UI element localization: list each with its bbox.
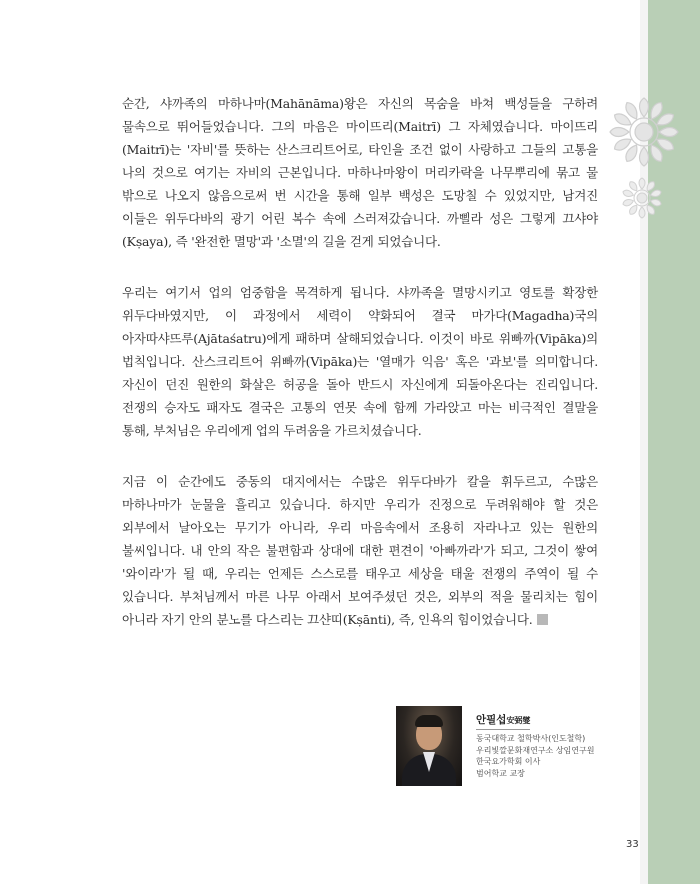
paragraph — [122, 470, 598, 631]
page-number: 33 — [626, 839, 639, 850]
author-info — [476, 708, 616, 779]
author-credential: 동국대학교 철학박사(인도철학) — [476, 734, 586, 743]
lotus-ornament-small-icon — [620, 176, 664, 220]
paragraph: 순간, 샤까족의 마하나마(Mahānāma)왕은 자신의 목숨을 바쳐 백성들을 구하려 물속으로 뛰어들었습니다. 그의 마음은 마이뜨리(Maitrī) 그 자체였습니다. 마이뜨리(Maitrī)는 '자비'를 뜻하는 산스크리트어로, 타인을 조건 없이 사랑하고 그들의 고통을 나의 것으로 여기는 자비의 근본입니다. 마하나마왕이 머리카락을 나무뿌리에 묶고 물 밖으로 나오지 않음으로써 번 시간을 통해 일부 백성은 도망칠 수 있었지만, 남겨진 이들은 위두다바의 광기 어린 복수 속에 스러져갔습니다. 까삘라 성은 그렇게 끄샤야(Kṣaya), 즉 '완전한 멸망'과 '소멸'의 길을 걷게 되었습니다. — [122, 96, 598, 249]
author-photo — [396, 706, 462, 786]
paragraph-text: 지금 이 순간에도 중동의 대지에서는 수많은 위두다바가 칼을 휘두르고, 수많은 마하나마가 눈물을 흘리고 있습니다. 하지만 우리가 진정으로 두려워해야 할 것은 외부에서 날아오는 무기가 아니라, 우리 마음속에서 조용히 자라나고 있는 원한의 불씨입니다. 내 안의 작은 불편함과 상대에 대한 편견이 '아빠까라'가 되고, 그것이 쌓여 '와이라'가 될 때, 우리는 언제든 스스로를 태우고 세상을 태울 전쟁의 주역이 될 수 있습니다. 부처님께서 마른 나무 아래서 보여주셨던 것은, 외부의 적을 물리치는 힘이 아니라 자기 안의 분노를 다스리는 끄샨띠(Kṣānti), 즉, 인욕의 힘이었습니다. — [122, 474, 598, 627]
paragraph: 우리는 여기서 업의 엄중함을 목격하게 됩니다. 샤까족을 멸망시키고 영토를 확장한 위두다바였지만, 이 과정에서 세력이 약화되어 결국 마가다(Magadha)국의 아자따샤뜨루(Ajātaśatru)에게 패하며 살해되었습니다. 이것이 바로 위빠까(Vipāka)의 법칙입니다. 산스크리트어 위빠까(Vipāka)는 '열매가 익음' 혹은 '과보'를 의미합니다. 자신이 던진 원한의 화살은 허공을 돌아 반드시 자신에게 되돌아온다는 진리입니다. 전쟁의 승자도 패자도 결국은 고통의 연못 속에 함께 가라앉고 마는 비극적인 결말을 통해, 부처님은 우리에게 업의 두려움을 가르치셨습니다. — [122, 285, 598, 438]
author-credential: 한국요가학회 이사 — [476, 757, 541, 766]
author-name-hanja: 安弼燮 — [506, 716, 531, 725]
end-mark-icon — [537, 614, 548, 625]
author-name — [476, 712, 530, 730]
author-credential: 범어학교 교장 — [476, 768, 525, 778]
author-credential: 우리빛깔문화재연구소 상임연구원 — [476, 745, 595, 755]
lotus-ornament-icon — [608, 96, 680, 168]
article-body — [122, 92, 598, 659]
author-name-hangul: 안필섭 — [476, 714, 507, 726]
